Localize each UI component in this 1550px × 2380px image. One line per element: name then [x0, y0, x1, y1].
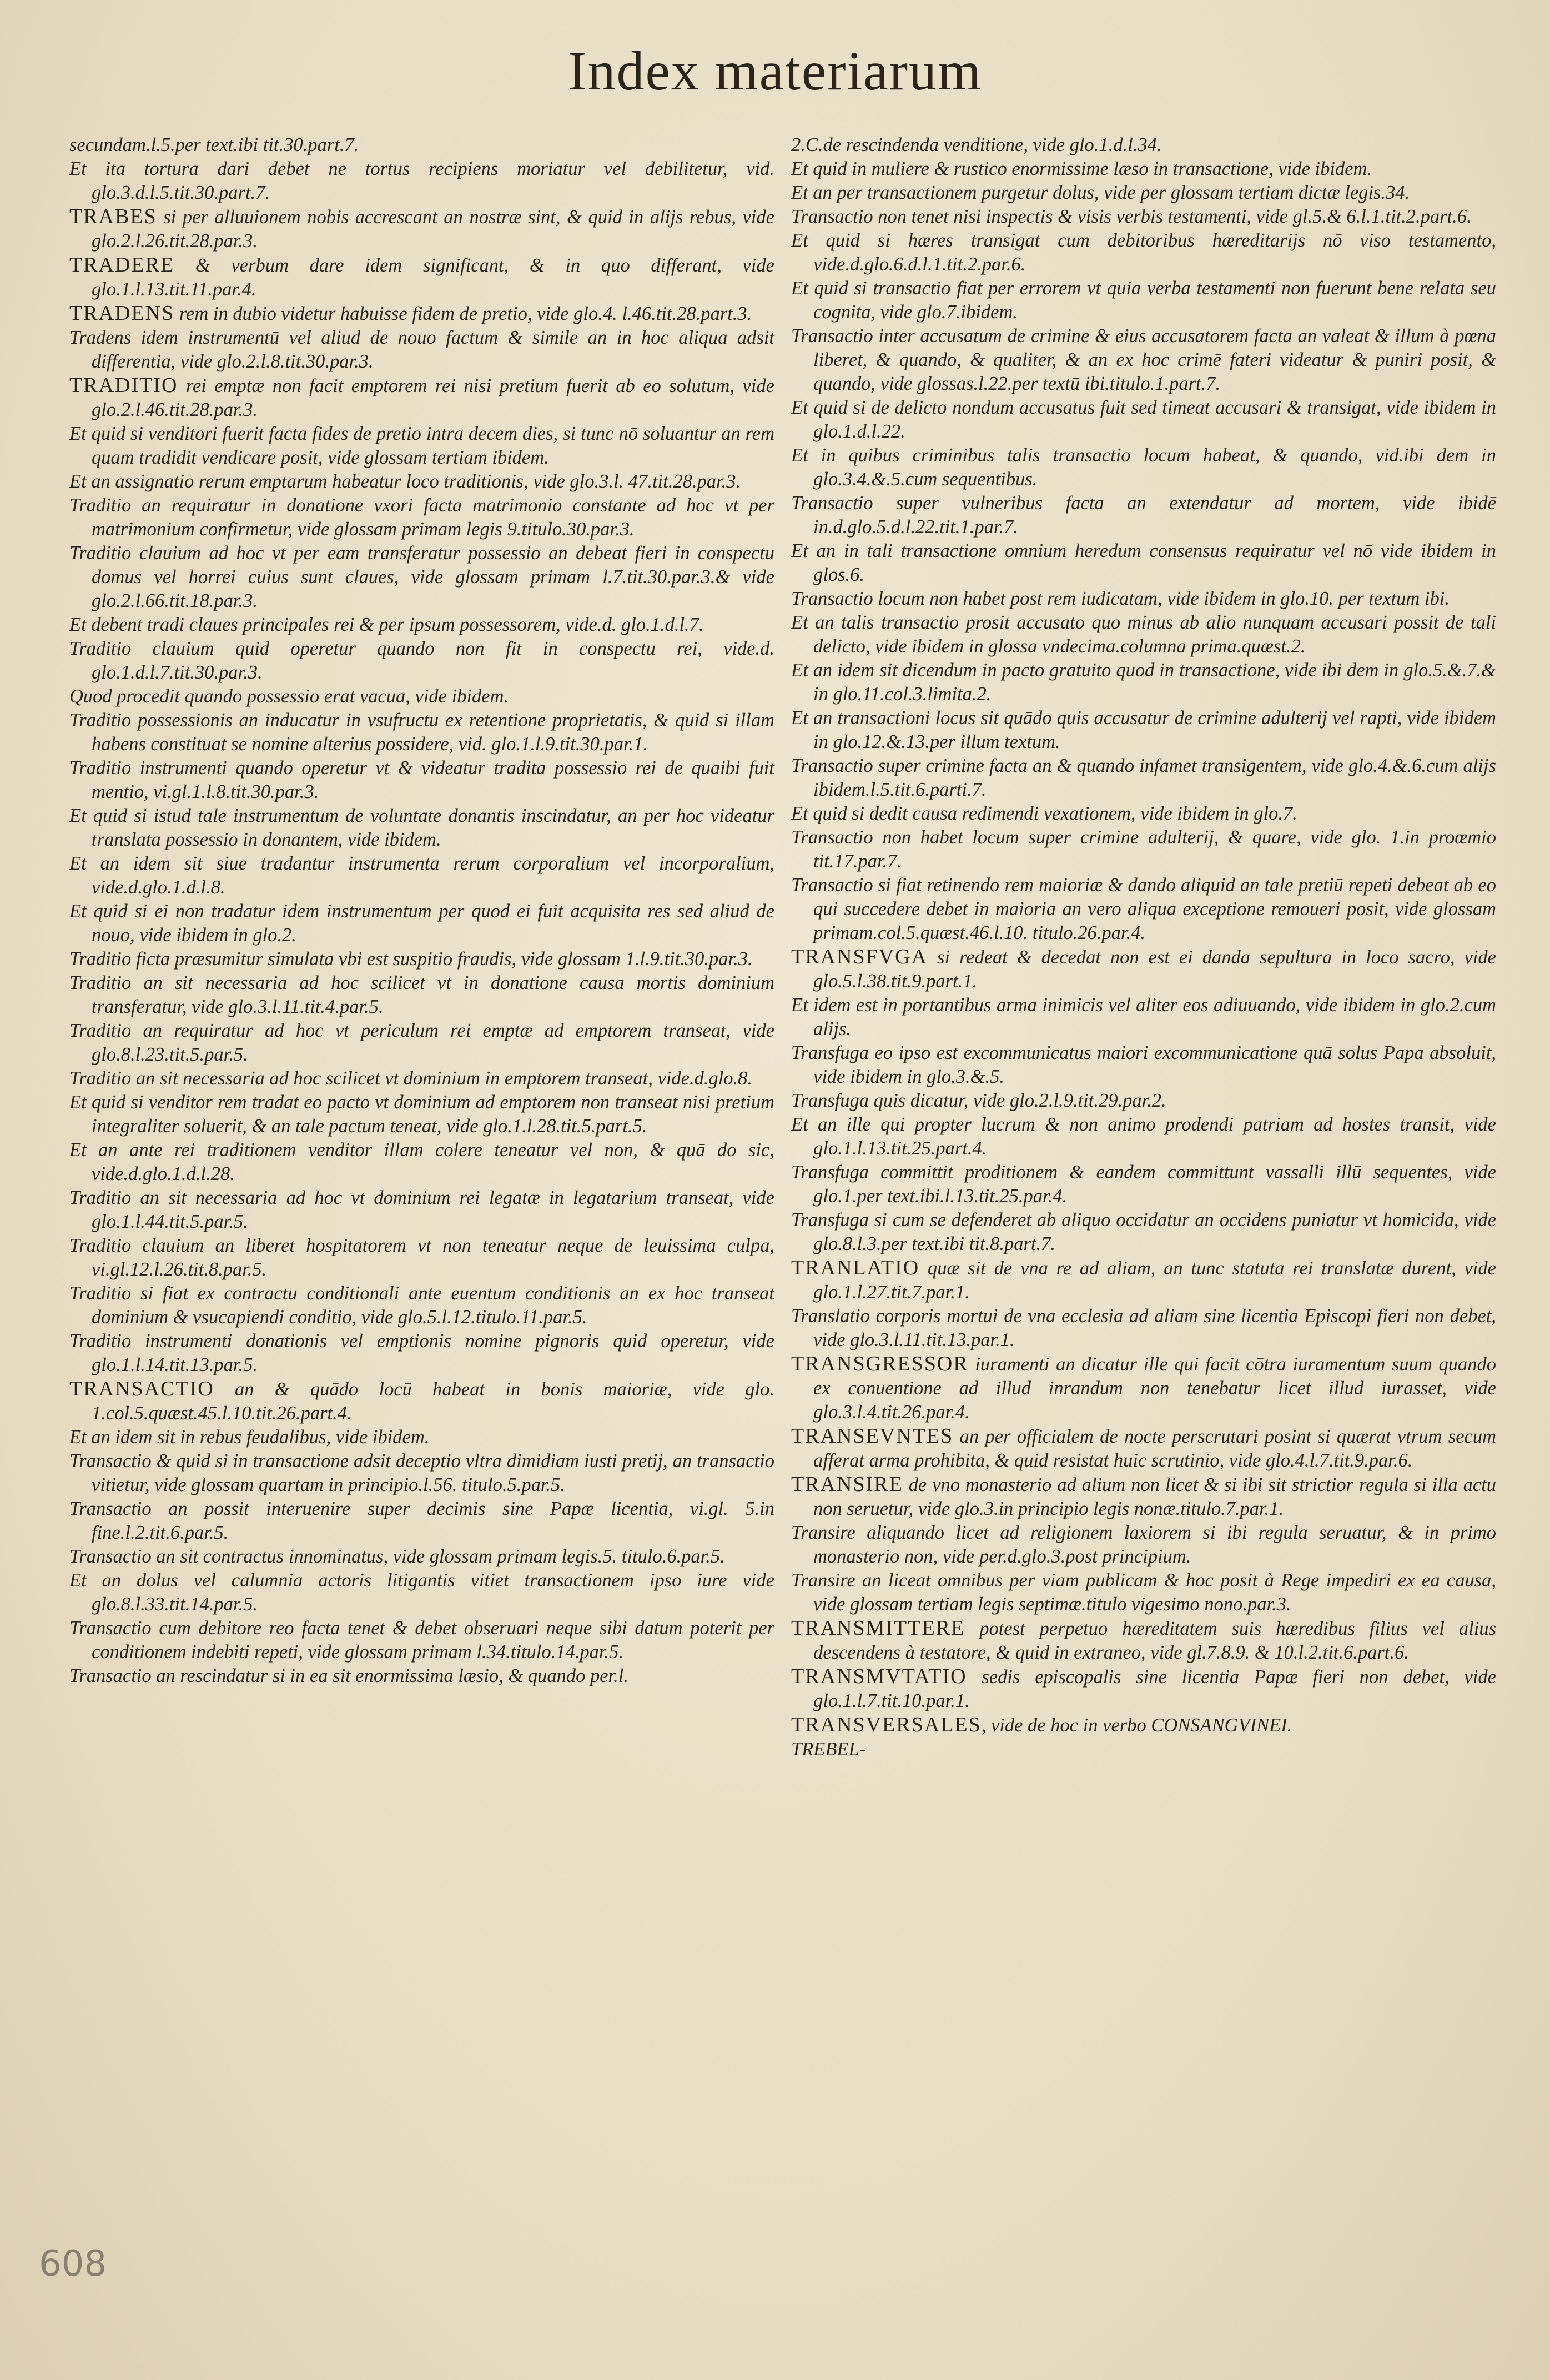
entry-text: Et quid si de delicto nondum accusatus fuit sed timeat accusari & transigat, vide ibidem in glo.1.d.l.22.	[791, 397, 1496, 442]
entry-text: Et quid si venditor rem tradat eo pacto vt dominium ad emptorem non transeat nisi pretium integraliter soluerit, & an tale pactum teneat, vide glo.1.l.28.tit.5.part.5.	[69, 1092, 774, 1137]
entry-headword: TRANLATIO	[791, 1256, 920, 1279]
index-entry	[69, 302, 774, 326]
index-entry	[69, 756, 774, 804]
entry-text: Traditio an sit necessaria ad hoc vt dominium rei legatæ in legatarium transeat, vide glo.1.l.44.tit.5.par.5.	[69, 1187, 774, 1232]
entry-text: Transactio super crimine facta an & quando infamet transigentem, vide glo.4.&.6.cum alijs ibidem.l.5.tit.6.parti.7.	[791, 755, 1496, 800]
entry-text: Et debent tradi claues principales rei & per ipsum possessorem, vide.d. glo.1.d.l.7.	[69, 614, 704, 635]
index-entry	[791, 539, 1496, 587]
entry-text: Et an idem sit in rebus feudalibus, vide ibidem.	[69, 1427, 430, 1448]
page-title: Index materiarum	[568, 40, 982, 102]
index-entry	[69, 709, 774, 756]
index-entry	[69, 804, 774, 852]
entry-text: potest perpetuo hæreditatem suis hæredibus filius vel alius descendens à testatore, & quid in extraneo, vide gl.7.8.9. & 10.l.2.tit.6.part.6.	[813, 1618, 1496, 1663]
entry-text: Et an per transactionem purgetur dolus, vide per glossam tertiam dictæ legis.34.	[791, 182, 1410, 203]
index-entry	[69, 637, 774, 685]
index-entry	[69, 1449, 774, 1497]
entry-text: Transfuga committit proditionem & eandem committunt vassalli illū sequentes, vide glo.1.per text.ibi.l.13.tit.25.par.4.	[791, 1162, 1496, 1207]
entry-text: Transfuga quis dicatur, vide glo.2.l.9.tit.29.par.2.	[791, 1090, 1166, 1111]
entry-text: Quod procedit quando possessio erat vacua, vide ibidem.	[69, 686, 509, 707]
entry-text: an & quādo locū habeat in bonis maioriæ, vide glo. 1.col.5.quæst.45.l.10.tit.26.part.4.	[92, 1379, 774, 1424]
index-entry	[69, 133, 774, 157]
entry-text: Traditio ficta præsumitur simulata vbi est suspitio fraudis, vide glossam 1.l.9.tit.30.par.3.	[69, 948, 753, 970]
entry-text: Traditio si fiat ex contractu conditionali ante euentum conditionis an ex hoc transeat dominium & vsucapiendi conditio, vide glo.5.l.12.titulo.11.par.5.	[69, 1283, 774, 1328]
entry-text: an per officialem de nocte perscrutari posint si quærat vtrum secum afferat arma prohibita, & quid resistat huic scrutinio, vide glo.4.l.7.tit.9.par.6.	[813, 1426, 1496, 1471]
entry-text: Et ita tortura dari debet ne tortus recipiens moriatur vel debilitetur, vid. glo.3.d.l.5.tit.30.part.7.	[69, 158, 774, 203]
index-entry	[791, 491, 1496, 539]
entry-text: Transactio cum debitore reo facta tenet & debet obseruari neque sibi datum poterit per conditionem indebiti repeti, vide glossam primam l.34.titulo.14.par.5.	[69, 1618, 774, 1663]
entry-text: Et quid in muliere & rustico enormissime læso in transactione, vide ibidem.	[791, 158, 1372, 179]
entry-text: quæ sit de vna re ad aliam, an tunc statuta rei translatæ durent, vide glo.1.l.27.tit.7.par.1.	[813, 1258, 1496, 1303]
entry-text: Traditio clauium quid operetur quando non fit in conspectu rei, vide.d. glo.1.d.l.7.tit.30.par.3.	[69, 638, 774, 683]
index-entry	[69, 1497, 774, 1545]
index-entry	[791, 205, 1496, 229]
entry-text: Et an in tali transactione omnium heredum consensus requiratur vel nō vide ibidem in glos.6.	[791, 540, 1496, 585]
entry-text: Et an ille qui propter lucrum & non animo prodendi patriam ad hostes transit, vide glo.1.l.13.tit.25.part.4.	[791, 1114, 1496, 1159]
index-entry	[69, 1425, 774, 1449]
index-entry	[69, 1138, 774, 1186]
index-entry	[69, 541, 774, 613]
entry-text: Traditio instrumenti quando operetur vt & videatur tradita possessio rei de quaibi fuit mentio, vi.gl.1.l.8.tit.30.par.3.	[69, 757, 774, 802]
index-entry	[791, 1208, 1496, 1256]
index-entry	[791, 1738, 1496, 1761]
index-entry	[69, 253, 774, 302]
index-entry	[791, 444, 1496, 491]
entry-text: Et an idem sit siue tradantur instrumenta rerum corporalium vel incorporalium, vide.d.glo.1.d.l.8.	[69, 853, 774, 898]
entry-text: Et quid si transactio fiat per errorem vt quia verba testamenti non fuerunt bene relata seu cognita, vide glo.7.ibidem.	[791, 278, 1496, 323]
index-entry	[69, 422, 774, 470]
index-entry	[791, 993, 1496, 1041]
entry-text: rem in dubio videtur habuisse fidem de pretio, vide glo.4. l.46.tit.28.part.3.	[174, 303, 752, 324]
index-entry	[69, 205, 774, 253]
entry-text: Tradens idem instrumentū vel aliud de nouo factum & simile an in hoc aliqua adsit differentia, vide glo.2.l.8.tit.30.par.3.	[69, 327, 774, 372]
index-entry	[791, 1161, 1496, 1208]
entry-text: Transfuga eo ipso est excommunicatus maiori excommunicatione quā solus Papa absoluit, vide ibidem in glo.3.&.5.	[791, 1042, 1496, 1087]
index-entry	[791, 157, 1496, 181]
entry-text: Et an dolus vel calumnia actoris litigantis vitiet transactionem ipso iure vide glo.8.l.33.tit.14.par.5.	[69, 1570, 774, 1615]
entry-text: rei emptæ non facit emptorem rei nisi pretium fuerit ab eo solutum, vide glo.2.l.46.tit.28.par.3.	[92, 375, 774, 420]
entry-text: , vide de hoc in verbo CONSANGVINEI.	[981, 1715, 1292, 1736]
index-entry	[791, 1041, 1496, 1089]
entry-text: si redeat & decedat non est ei danda sepultura in loco sacro, vide glo.5.l.38.tit.9.part.1.	[813, 947, 1496, 992]
entry-text: Transactio non tenet nisi inspectis & visis verbis testamenti, vide gl.5.& 6.l.1.tit.2.part.6.	[791, 206, 1472, 227]
entry-text: & verbum dare idem significant, & in quo differant, vide glo.1.l.13.tit.11.par.4.	[92, 255, 774, 300]
index-entry	[791, 659, 1496, 706]
index-entry	[791, 1089, 1496, 1113]
entry-headword: TRANSEVNTES	[791, 1424, 954, 1448]
index-entry	[791, 1665, 1496, 1713]
index-entry	[69, 613, 774, 637]
index-entry	[69, 1664, 774, 1688]
index-entry	[791, 1569, 1496, 1616]
index-entry	[69, 685, 774, 709]
entry-headword: TRADITIO	[69, 374, 178, 397]
index-entry	[69, 971, 774, 1019]
entry-text: Et quid si ei non tradatur idem instrumentum per quod ei fuit acquisita res sed aliud de nouo, vide ibidem in glo.2.	[69, 901, 774, 946]
index-entry	[791, 1424, 1496, 1473]
index-entry	[69, 374, 774, 422]
entry-headword: TRANSIRE	[791, 1473, 903, 1496]
index-entry	[69, 1186, 774, 1234]
index-entry	[791, 706, 1496, 754]
index-entry	[791, 1473, 1496, 1521]
index-entry	[69, 326, 774, 374]
index-entry	[69, 157, 774, 205]
entry-text: Et quid si hæres transigat cum debitoribus hæreditarijs nō viso testamento, vide.d.glo.6.d.l.1.tit.2.par.6.	[791, 230, 1496, 275]
index-entry	[69, 1282, 774, 1329]
entry-text: Traditio an sit necessaria ad hoc scilicet vt dominium in emptorem transeat, vide.d.glo.8.	[69, 1068, 753, 1089]
index-entry	[791, 587, 1496, 611]
entry-text: Et an transactioni locus sit quādo quis accusatur de crimine adulterij vel rapti, vide ibidem in glo.12.&.13.per illum textum.	[791, 707, 1496, 752]
index-entry	[69, 1091, 774, 1138]
entry-headword: TRANSMITTERE	[791, 1616, 965, 1640]
index-entry	[69, 494, 774, 541]
index-entry	[69, 470, 774, 494]
entry-headword: TRANSFVGA	[791, 945, 928, 968]
entry-text: Et an talis transactio prosit accusato quo minus ab alio nunquam accusari possit de tali delicto, vide ibidem in glossa vndecima.columna prima.quæst.2.	[791, 612, 1496, 657]
entry-text: Traditio clauium an liberet hospitatorem vt non teneatur neque de leuissima culpa, vi.gl.12.l.26.tit.8.par.5.	[69, 1235, 774, 1280]
index-entry	[791, 229, 1496, 277]
entry-text: 2.C.de rescindenda venditione, vide glo.1.d.l.34.	[791, 134, 1162, 155]
entry-text: Et quid si dedit causa redimendi vexationem, vide ibidem in glo.7.	[791, 803, 1297, 824]
entry-text: Transactio non habet locum super crimine adulterij, & quare, vide glo. 1.in proœmio tit.17.par.7.	[791, 827, 1496, 872]
index-entry	[791, 1713, 1496, 1738]
entry-text: Traditio instrumenti donationis vel emptionis nomine pignoris quid operetur, vide glo.1.l.14.tit.13.par.5.	[69, 1330, 774, 1375]
index-entry	[791, 1521, 1496, 1569]
entry-text: Et an idem sit dicendum in pacto gratuito quod in transactione, vide ibi dem in glo.5.&.7.& in glo.11.col.3.limita.2.	[791, 660, 1496, 705]
entry-text: Transire an liceat omnibus per viam publicam & hoc posit à Rege impediri ex ea causa, vide glossam tertiam legis septimæ.titulo vigesimo nono.par.3.	[791, 1570, 1496, 1615]
index-entry	[69, 1377, 774, 1425]
index-entry	[69, 1545, 774, 1569]
index-entry	[791, 945, 1496, 993]
entry-headword: TRADERE	[69, 253, 175, 277]
left-column	[69, 133, 774, 1688]
entry-text: Et idem est in portantibus arma inimicis vel aliter eos adiuuando, vide ibidem in glo.2.cum alijs.	[791, 995, 1496, 1040]
index-entry	[791, 754, 1496, 802]
entry-text: Traditio clauium ad hoc vt per eam transferatur possessio an debeat fieri in conspectu domus vel horrei cuius sunt claues, vide glossam primam l.7.tit.30.par.3.& vide glo.2.l.66.tit.18.par.3.	[69, 543, 774, 611]
entry-text: de vno monasterio ad alium non licet & si ibi sit strictior regula si illa actu non seruetur, vide glo.3.in principio legis nonæ.titulo.7.par.1.	[813, 1474, 1496, 1519]
entry-headword: TRANSVERSALES	[791, 1713, 982, 1736]
entry-headword: TRABES	[69, 205, 157, 228]
entry-text: Transactio an sit contractus innominatus, vide glossam primam legis.5. titulo.6.par.5.	[69, 1546, 725, 1567]
entry-text: iuramenti an dicatur ille qui facit cōtra iuramentum suum quando ex conuentione ad illud inrandum non tenebatur licet illud iurasset, vide glo.3.l.4.tit.26.par.4.	[813, 1354, 1496, 1423]
entry-text: Transactio an possit interuenire super decimis sine Papæ licentia, vi.gl. 5.in fine.l.2.tit.6.par.5.	[69, 1498, 774, 1543]
entry-headword: TRADENS	[69, 302, 175, 325]
index-entry	[69, 1234, 774, 1282]
index-entry	[791, 1256, 1496, 1304]
entry-text: Transactio super vulneribus facta an extendatur ad mortem, vide ibidē in.d.glo.5.d.l.22.tit.1.par.7.	[791, 493, 1496, 538]
entry-text: Traditio an requiratur ad hoc vt periculum rei emptæ ad emptorem transeat, vide glo.8.l.23.tit.5.par.5.	[69, 1020, 774, 1065]
index-entry	[791, 277, 1496, 324]
index-entry	[69, 947, 774, 971]
index-entry	[69, 1067, 774, 1091]
index-entry	[791, 181, 1496, 205]
entry-text: Transactio inter accusatum de crimine & eius accusatorem facta an valeat & illum à pœna liberet, & quando, & qualiter, & an ex hoc crimē fateri videatur & puniri posit, & quando, vide glossas.l.22.per textū ibi.titulo.1.part.7.	[791, 325, 1496, 394]
index-entry	[791, 324, 1496, 396]
entry-text: Transactio si fiat retinendo rem maioriæ & dando aliquid an tale pretiū repeti debeat ab eo qui succedere debet in maioria an vero aliqua exceptione remoueri posit, vide glossam primam.col.5.quæst.46.l.10. titulo.26.par.4.	[791, 875, 1496, 943]
entry-headword: TRANSACTIO	[69, 1377, 214, 1400]
handwritten-page-number: 608	[39, 2243, 107, 2284]
index-entry	[791, 802, 1496, 826]
entry-text: si per alluuionem nobis accrescant an nostræ sint, & quid in alijs rebus, vide glo.2.l.26.tit.28.par.3.	[92, 207, 774, 252]
index-entry	[791, 396, 1496, 444]
index-entry	[791, 1304, 1496, 1352]
index-entry	[791, 133, 1496, 157]
index-entry	[69, 1569, 774, 1616]
entry-text: Et in quibus criminibus talis transactio locum habeat, & quando, vid.ibi dem in glo.3.4.&.5.cum sequentibus.	[791, 445, 1496, 490]
index-entry	[791, 826, 1496, 873]
index-entry	[791, 1616, 1496, 1665]
index-entry	[791, 1352, 1496, 1424]
entry-text: Transfuga si cum se defenderet ab aliquo occidatur an occidens puniatur vt homicida, vide glo.8.l.3.per text.ibi tit.8.part.7.	[791, 1209, 1496, 1254]
entry-text: secundam.l.5.per text.ibi tit.30.part.7.	[69, 134, 359, 155]
index-entry	[69, 1329, 774, 1377]
entry-text: TREBEL-	[791, 1739, 866, 1760]
entry-text: Et an assignatio rerum emptarum habeatur loco traditionis, vide glo.3.l. 47.tit.28.par.3.	[69, 471, 741, 492]
entry-text: Traditio possessionis an inducatur in vsufructu ex retentione proprietatis, & quid si illam habens constituat se nomine alterius possidere, vid. glo.1.l.9.tit.30.par.1.	[69, 710, 774, 755]
index-entry	[791, 1113, 1496, 1161]
entry-text: Traditio an requiratur in donatione vxori facta matrimonio constante ad hoc vt per matrimonium confirmetur, vide glossam primam legis 9.titulo.30.par.3.	[69, 495, 774, 540]
entry-text: Et quid si istud tale instrumentum de voluntate donantis inscindatur, an per hoc videatur translata possessio in donantem, vide ibidem.	[69, 805, 774, 850]
entry-text: Transire aliquando licet ad religionem laxiorem si ibi regula seruatur, & in primo monasterio non, vide per.d.glo.3.post principium.	[791, 1522, 1496, 1567]
index-entry	[69, 1019, 774, 1067]
entry-headword: TRANSMVTATIO	[791, 1665, 967, 1688]
entry-headword: TRANSGRESSOR	[791, 1352, 969, 1375]
index-entry	[69, 852, 774, 900]
entry-text: Et quid si venditori fuerit facta fides de pretio intra decem dies, si tunc nō soluantur an rem quam tradidit vendicare posit, vide glossam tertiam ibidem.	[69, 423, 774, 468]
index-entry	[791, 873, 1496, 945]
right-column	[791, 133, 1496, 1761]
entry-text: Traditio an sit necessaria ad hoc scilicet vt in donatione causa mortis dominium transferatur, vide glo.3.l.11.tit.4.par.5.	[69, 972, 774, 1017]
entry-text: Transactio an rescindatur si in ea sit enormissima læsio, & quando per.l.	[69, 1665, 628, 1686]
entry-text: Transactio & quid si in transactione adsit deceptio vltra dimidiam iusti pretij, an transactio vitietur, vide glossam quartam in principio.l.56. titulo.5.par.5.	[69, 1450, 774, 1495]
entry-text: Et an ante rei traditionem venditor illam colere teneatur vel non, & quā do sic, vide.d.glo.1.d.l.28.	[69, 1139, 774, 1184]
index-entry	[69, 900, 774, 947]
entry-text: Transactio locum non habet post rem iudicatam, vide ibidem in glo.10. per textum ibi.	[791, 588, 1450, 609]
index-entry	[69, 1616, 774, 1664]
entry-text: Translatio corporis mortui de vna ecclesia ad aliam sine licentia Episcopi fieri non debet, vide glo.3.l.11.tit.13.par.1.	[791, 1306, 1496, 1350]
entry-text: sedis episcopalis sine licentia Papæ fieri non debet, vide glo.1.l.7.tit.10.par.1.	[813, 1666, 1496, 1711]
index-entry	[791, 611, 1496, 659]
